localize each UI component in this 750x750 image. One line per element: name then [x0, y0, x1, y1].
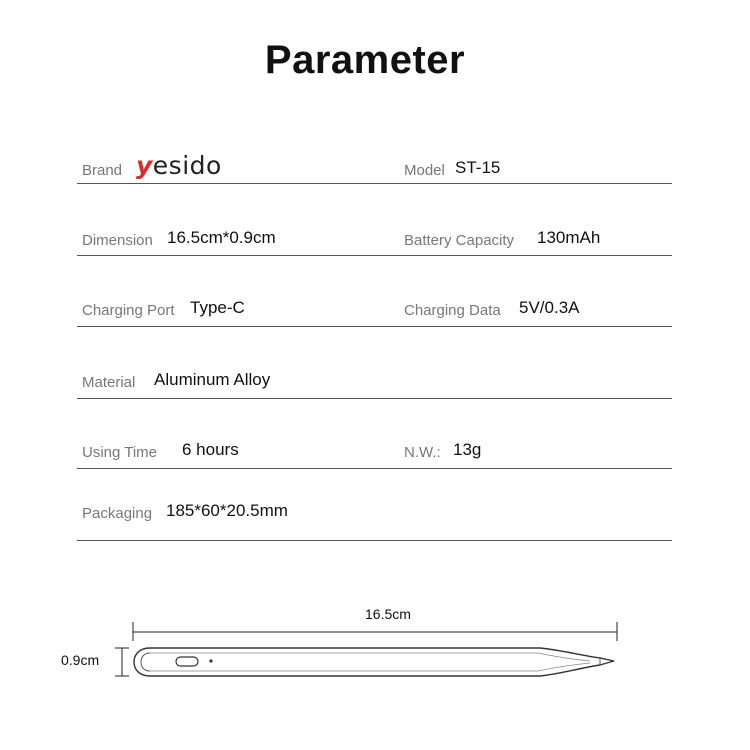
using-time-value: 6 hours [182, 440, 239, 459]
charging-port-icon [176, 657, 198, 666]
battery-capacity-value: 130mAh [537, 228, 601, 247]
length-dimension-label: 16.5cm [365, 606, 411, 622]
dimension-value: 16.5cm*0.9cm [167, 228, 276, 247]
material-label: Material [82, 374, 136, 391]
net-weight-label: N.W.: [404, 444, 441, 461]
row-divider [77, 183, 672, 184]
using-time-label: Using Time [82, 444, 158, 461]
brand-logo: yesido [136, 151, 222, 180]
row-divider [77, 468, 672, 469]
material-value: Aluminum Alloy [154, 370, 271, 389]
row-divider [77, 398, 672, 399]
row-divider [77, 326, 672, 327]
battery-capacity-label: Battery Capacity [404, 232, 515, 249]
charging-data-value: 5V/0.3A [519, 298, 580, 317]
net-weight-value: 13g [453, 440, 482, 459]
diameter-dimension-label: 0.9cm [61, 652, 100, 668]
charging-port-value: Type-C [190, 298, 245, 317]
length-dimension-line [133, 622, 617, 641]
model-value: ST-15 [455, 158, 501, 177]
indicator-light-icon [209, 659, 212, 662]
dimension-label: Dimension [82, 232, 153, 249]
row-divider [77, 255, 672, 256]
charging-port-label: Charging Port [82, 302, 175, 319]
packaging-label: Packaging [82, 505, 153, 522]
row-divider [77, 540, 672, 541]
packaging-value: 185*60*20.5mm [166, 501, 288, 520]
stylus-pen-diagram [0, 600, 750, 700]
diameter-dimension-line [115, 648, 129, 676]
page-title: Parameter [264, 38, 466, 82]
brand-label: Brand [82, 162, 123, 179]
charging-data-label: Charging Data [404, 302, 501, 319]
model-label: Model [404, 162, 445, 179]
stylus-pen-body [134, 648, 614, 676]
